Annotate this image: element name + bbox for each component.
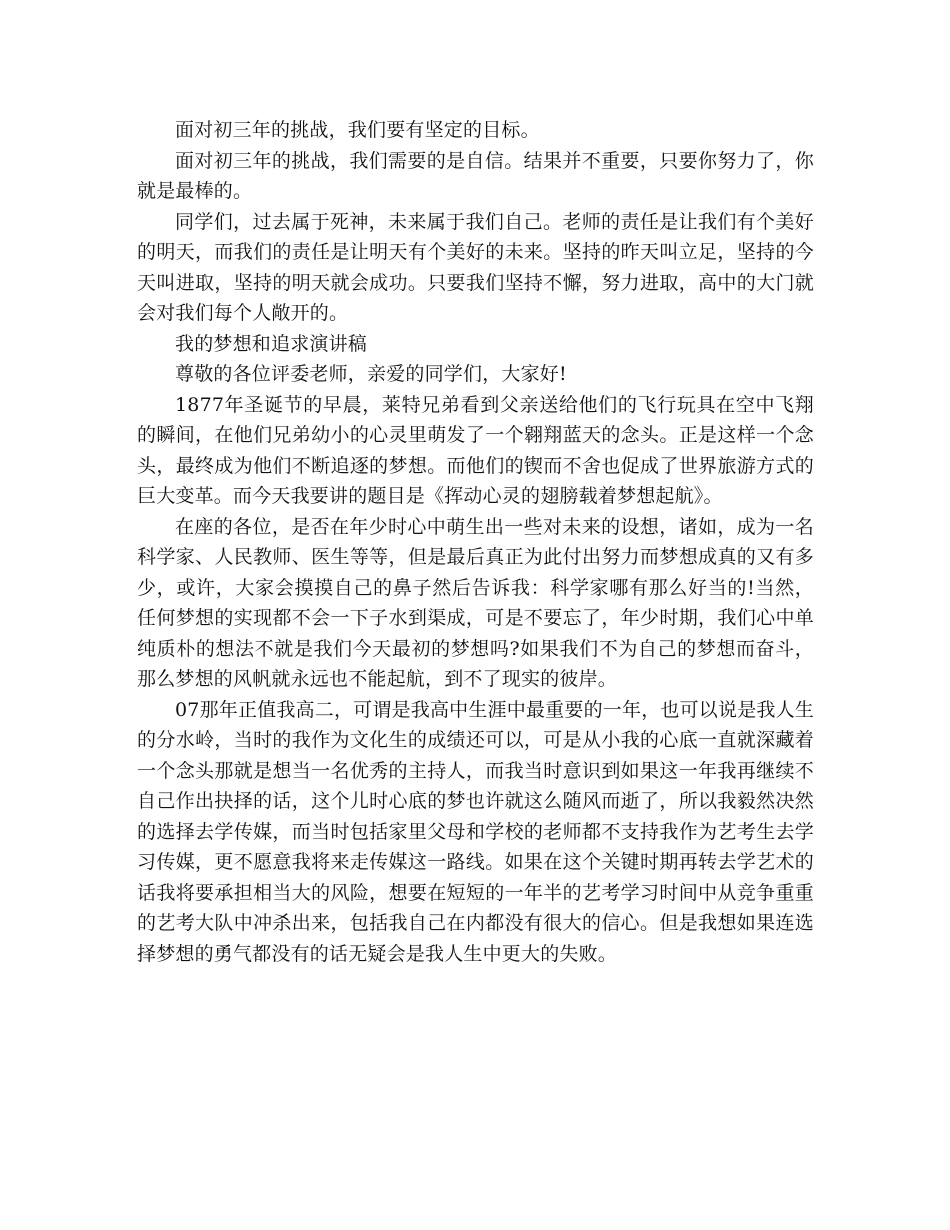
document-body <box>137 115 814 969</box>
speech-title: 我的梦想和追求演讲稿 <box>175 332 368 355</box>
salutation: 尊敬的各位评委老师，亲爱的同学们，大家好! <box>175 363 567 385</box>
paragraph: 面对初三年的挑战，我们要有坚定的目标。 <box>175 119 540 141</box>
paragraph: 面对初三年的挑战，我们需要的是自信。结果并不重要，只要你努力了，你就是最棒的。 <box>137 149 814 202</box>
paragraph: 在座的各位，是否在年少时心中萌生出一些对未来的设想，诸如，成为一名科学家、人民教师、医生等等，但是最后真正为此付出努力而梦想成真的又有多少，或许，大家会摸摸自己的鼻子然后告诉我：科学家哪有那么好当的!当然，任何梦想的实现都不会一下子水到渠成，可是不要忘了，年少时期，我们心中单纯质朴的想法不就是我们今天最初的梦想吗?如果我们不为自己的梦想而奋斗，那么梦想的风帆就永远也不能起航，到不了现实的彼岸。 <box>137 515 814 690</box>
paragraph: 同学们，过去属于死神，未来属于我们自己。老师的责任是让我们有个美好的明天，而我们的责任是让明天有个美好的未来。坚持的昨天叫立足，坚持的今天叫进取，坚持的明天就会成功。只要我们坚持不懈，努力进取，高中的大门就会对我们每个人敞开的。 <box>137 210 814 324</box>
paragraph: 07那年正值我高二，可谓是我高中生涯中最重要的一年，也可以说是我人生的分水岭，当时的我作为文化生的成绩还可以，可是从小我的心底一直就深藏着一个念头那就是想当一名优秀的主持人，而我当时意识到如果这一年我再继续不自己作出抉择的话，这个儿时心底的梦也许就这么随风而逝了，所以我毅然决然的选择去学传媒，而当时包括家里父母和学校的老师都不支持我作为艺考生去学习传媒，更不愿意我将来走传媒这一路线。如果在这个关键时期再转去学艺术的话我将要承担相当大的风险，想要在短短的一年半的艺考学习时间中从竞争重重的艺考大队中冲杀出来，包括我自己在内都没有很大的信心。但是我想如果连选择梦想的勇气都没有的话无疑会是我人生中更大的失败。 <box>137 698 814 965</box>
paragraph: 1877年圣诞节的早晨，莱特兄弟看到父亲送给他们的飞行玩具在空中飞翔的瞬间，在他们兄弟幼小的心灵里萌发了一个翱翔蓝天的念头。正是这样一个念头，最终成为他们不断追逐的梦想。而他们的锲而不舍也促成了世界旅游方式的巨大变革。而今天我要讲的题目是《挥动心灵的翅膀载着梦想起航》。 <box>137 393 814 507</box>
